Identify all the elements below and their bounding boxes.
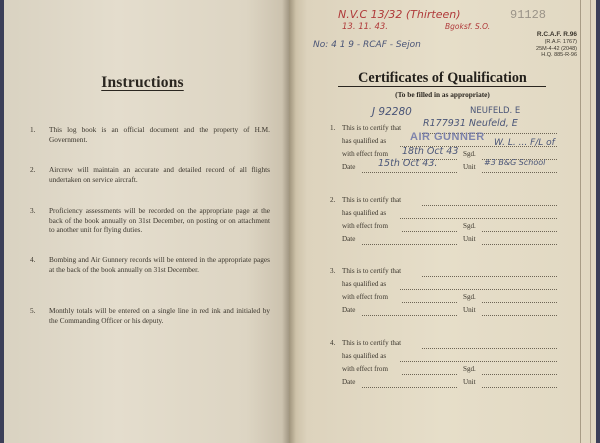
dotted-line bbox=[362, 315, 457, 316]
qualified-label: has qualified as bbox=[342, 352, 387, 360]
unit-label: Unit bbox=[463, 306, 476, 314]
dotted-line bbox=[362, 172, 457, 173]
handwritten-red-initials: Bgoksf. S.O. bbox=[445, 22, 491, 31]
instructions-title: Instructions bbox=[101, 74, 184, 91]
instruction-text: This log book is an official document and the property of H.M. Government. bbox=[49, 125, 270, 144]
instruction-number: 4. bbox=[30, 255, 36, 264]
dotted-line bbox=[362, 244, 457, 245]
handwritten-surname: NEUFELD. E bbox=[470, 106, 521, 116]
certificate-number: 3. bbox=[330, 267, 336, 275]
certify-label: This is to certify that bbox=[342, 196, 402, 204]
certificates-subtitle: (To be filled in as appropriate) bbox=[395, 90, 490, 99]
unit-label: Unit bbox=[463, 235, 476, 243]
instruction-item bbox=[30, 255, 270, 274]
dotted-line bbox=[482, 244, 557, 245]
handwritten-cert1-effect-date: 18th Oct 43 bbox=[402, 146, 459, 157]
form-sub-line: 25M-4-42 (2048) bbox=[536, 45, 577, 52]
instruction-item bbox=[30, 125, 270, 144]
handwritten-cert1-date: 15th Oct 43. bbox=[378, 158, 438, 169]
instruction-number: 1. bbox=[30, 125, 36, 134]
handwritten-school-number: No: 4 1 9 - RCAF - Sejon bbox=[313, 40, 421, 50]
handwritten-cert1-signature: W. L. ... F/L of bbox=[494, 138, 555, 148]
instruction-text: Bombing and Air Gunnery records will be entered in the appropriate pages at the back of the book annually on 31st December. bbox=[49, 255, 270, 274]
certificates-title: Certificates of Qualification bbox=[358, 70, 527, 86]
effect-label: with effect from bbox=[342, 365, 388, 373]
instruction-number: 3. bbox=[30, 206, 36, 215]
qualified-label: has qualified as bbox=[342, 280, 387, 288]
instruction-text: Monthly totals will be entered on a single line in red ink and initialed by the Commanding Officer or his deputy. bbox=[49, 306, 270, 325]
dotted-line bbox=[400, 361, 557, 362]
certificate-number: 2. bbox=[330, 196, 336, 204]
air-gunner-stamp: AIR GUNNER bbox=[410, 131, 485, 143]
sgd-label: Sgd. bbox=[463, 365, 476, 373]
instruction-item bbox=[30, 165, 270, 184]
dotted-line bbox=[400, 289, 557, 290]
dotted-line bbox=[422, 276, 557, 277]
handwritten-red-note: N.V.C 13/32 (Thirteen) bbox=[338, 8, 461, 21]
handwritten-cert1-unit: #3 B&G School bbox=[484, 158, 546, 167]
dotted-line bbox=[482, 374, 557, 375]
certificate-4 bbox=[330, 339, 570, 389]
instruction-text: Aircrew will maintain an accurate and detailed record of all flights undertaken on service aircraft. bbox=[49, 165, 270, 184]
form-sub-line: H.Q. 885-R-96 bbox=[541, 52, 577, 59]
certify-label: This is to certify that bbox=[342, 267, 402, 275]
sgd-label: Sgd. bbox=[463, 222, 476, 230]
dotted-line bbox=[400, 218, 557, 219]
form-number: R.C.A.F. R.96 bbox=[536, 31, 577, 38]
certificate-3 bbox=[330, 267, 570, 317]
dotted-line bbox=[482, 231, 557, 232]
effect-label: with effect from bbox=[342, 222, 388, 230]
unit-label: Unit bbox=[463, 163, 476, 171]
dotted-line bbox=[482, 387, 557, 388]
unit-label: Unit bbox=[463, 378, 476, 386]
handwritten-cert1-name: R177931 Neufeld, E bbox=[423, 118, 518, 129]
dotted-line bbox=[422, 348, 557, 349]
certificate-number: 1. bbox=[330, 124, 336, 132]
dotted-line bbox=[402, 374, 457, 375]
handwritten-service-number: J 92280 bbox=[372, 106, 412, 118]
instruction-number: 2. bbox=[30, 165, 36, 174]
page-edge bbox=[580, 0, 581, 443]
qualified-label: has qualified as bbox=[342, 209, 387, 217]
certify-label: This is to certify that bbox=[342, 339, 402, 347]
form-sub-line: (R.A.F. 1767) bbox=[544, 38, 577, 45]
dotted-line bbox=[362, 387, 457, 388]
dotted-line bbox=[422, 205, 557, 206]
sgd-label: Sgd. bbox=[463, 293, 476, 301]
dotted-line bbox=[482, 302, 557, 303]
sgd-label: Sgd. bbox=[463, 150, 476, 158]
handwritten-red-date: 13. 11. 43. bbox=[342, 22, 388, 32]
instruction-item bbox=[30, 206, 270, 235]
certify-label: This is to certify that bbox=[342, 124, 402, 132]
date-label: Date bbox=[342, 163, 356, 171]
date-label: Date bbox=[342, 378, 356, 386]
qualified-label: has qualified as bbox=[342, 137, 387, 145]
serial-number-stamp: 91128 bbox=[510, 8, 547, 22]
title-underline bbox=[338, 86, 546, 87]
page-edge bbox=[590, 0, 591, 443]
instruction-number: 5. bbox=[30, 306, 36, 315]
dotted-line bbox=[482, 315, 557, 316]
certificate-2 bbox=[330, 196, 570, 246]
effect-label: with effect from bbox=[342, 293, 388, 301]
dotted-line bbox=[402, 302, 457, 303]
dotted-line bbox=[402, 231, 457, 232]
certificate-number: 4. bbox=[330, 339, 336, 347]
instruction-item bbox=[30, 306, 270, 325]
page-gutter bbox=[282, 0, 296, 443]
dotted-line bbox=[482, 172, 557, 173]
form-number-block bbox=[505, 32, 577, 59]
date-label: Date bbox=[342, 235, 356, 243]
date-label: Date bbox=[342, 306, 356, 314]
effect-label: with effect from bbox=[342, 150, 388, 158]
instruction-text: Proficiency assessments will be recorded on the appropriate page at the back of the book annually on 31st December, on posting or on attachment to another unit for flying duties. bbox=[49, 206, 270, 235]
